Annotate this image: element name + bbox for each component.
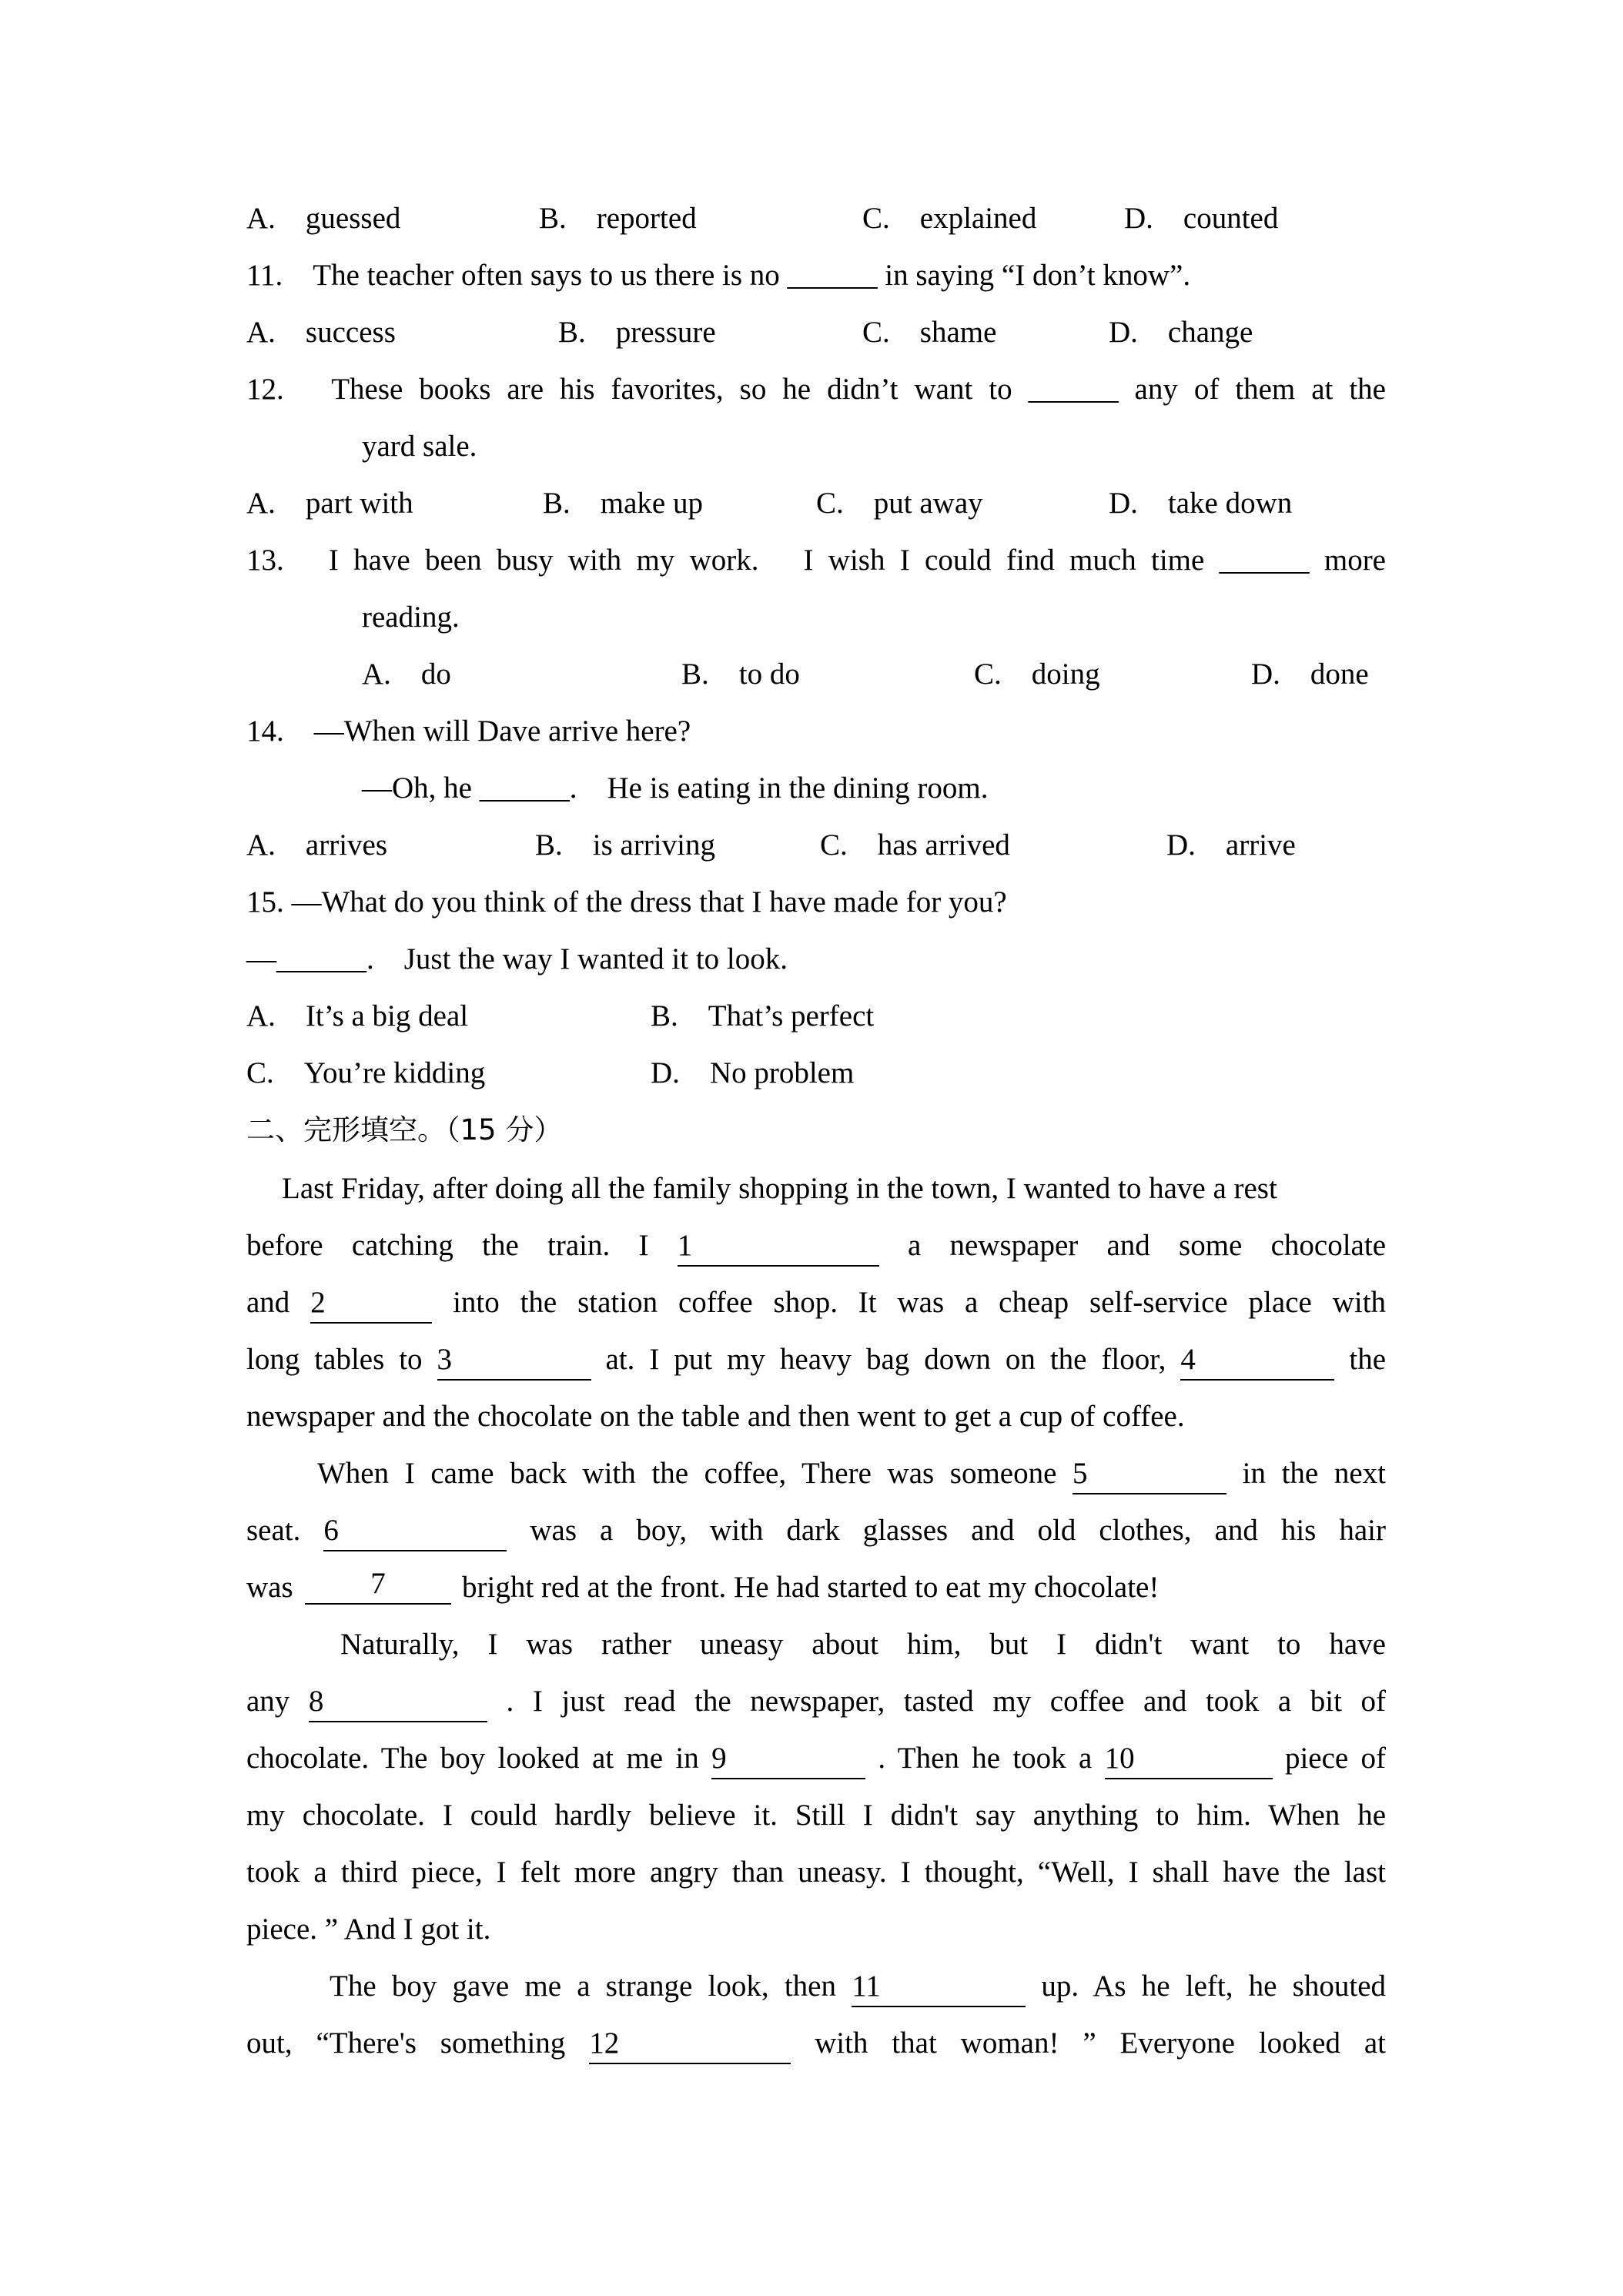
passage-text: long tables to: [246, 1343, 423, 1376]
q14-option-b: B. is arriving: [535, 828, 715, 862]
q12-stem-cont: yard sale.: [362, 430, 477, 463]
q14-options: [246, 822, 1386, 869]
q14-option-d: D. arrive: [1166, 828, 1296, 862]
q12-option-b: B. make up: [543, 487, 703, 520]
passage-text: Naturally, I was rather uneasy about him, but I didn't want to have: [340, 1628, 1386, 1661]
passage-p1-line5: [246, 1394, 1386, 1440]
passage-p2-line2: [246, 1508, 1386, 1554]
q15-options-row1: [246, 993, 1386, 1039]
blank-number: 6: [323, 1514, 339, 1547]
blank-9[interactable]: [711, 1739, 865, 1779]
passage-text: my chocolate. I could hardly believe it. Still I didn't say anything to him. When he: [246, 1799, 1386, 1832]
blank-3[interactable]: [437, 1340, 591, 1381]
passage-text: the: [1349, 1343, 1386, 1376]
q13-stem-text: 13. I have been busy with my work. I wish I could find much time ______ more: [246, 544, 1386, 577]
q12-stem-line1: [246, 366, 1386, 413]
blank-number: 10: [1104, 1742, 1135, 1775]
passage-text: When I came back with the coffee, There was someone: [317, 1457, 1057, 1490]
q10-option-b: B. reported: [539, 202, 697, 235]
q12-stem-line2: [246, 423, 1386, 470]
passage-text: Last Friday, after doing all the family shopping in the town, I wanted to have a rest: [282, 1172, 1277, 1205]
q11-option-a: A. success: [246, 316, 396, 349]
q13-option-b: B. to do: [681, 658, 800, 691]
blank-7[interactable]: [305, 1565, 451, 1605]
passage-text: . Then he took a: [878, 1742, 1093, 1775]
passage-p3-line3: [246, 1735, 1386, 1782]
blank-6[interactable]: [323, 1511, 507, 1551]
passage-p2-line1: [317, 1451, 1386, 1497]
blank-number: 2: [310, 1286, 326, 1319]
q14-option-a: A. arrives: [246, 828, 388, 862]
passage-p1-line3: [246, 1280, 1386, 1326]
passage-text: piece of: [1284, 1742, 1386, 1775]
blank-5[interactable]: [1073, 1454, 1226, 1494]
q12-option-c: C. put away: [816, 487, 983, 520]
blank-2[interactable]: [310, 1284, 432, 1324]
q15-stem-line1: [246, 879, 1386, 925]
passage-p1-line1: [246, 1166, 1386, 1212]
q11-options: [246, 310, 1386, 356]
passage-p4-line2: [246, 2020, 1386, 2067]
passage-p3-line1: [340, 1622, 1386, 1668]
passage-text: took a third piece, I felt more angry than uneasy. I thought, “Well, I shall have the last: [246, 1856, 1386, 1889]
passage-p3-line5: [246, 1849, 1386, 1896]
section-2-title: 二、完形填空。（15 分）: [246, 1113, 563, 1146]
q13-option-a: A. do: [362, 658, 451, 691]
q11-option-b: B. pressure: [558, 316, 716, 349]
q13-option-d: D. done: [1251, 658, 1369, 691]
passage-text: any: [246, 1685, 290, 1718]
passage-text: with that woman! ” Everyone looked at: [815, 2027, 1386, 2060]
q15-options-row2: [246, 1050, 1386, 1096]
q12-option-d: D. take down: [1109, 487, 1293, 520]
q11-option-d: D. change: [1109, 316, 1253, 349]
blank-number: 1: [677, 1229, 693, 1262]
passage-text: was: [246, 1571, 293, 1604]
blank-4[interactable]: [1180, 1340, 1334, 1381]
passage-p4-line1: [330, 1963, 1386, 2010]
q12-options: [246, 480, 1386, 527]
passage-p1-line2: [246, 1223, 1386, 1269]
passage-text: was a boy, with dark glasses and old clothes, and his hair: [530, 1514, 1386, 1547]
passage-text: at. I put my heavy bag down on the floor,: [605, 1343, 1166, 1376]
q15-option-c: C. You’re kidding: [246, 1056, 486, 1089]
q14-stem-cont: —Oh, he ______. He is eating in the dining room.: [362, 771, 989, 805]
passage-text: in the next: [1242, 1457, 1386, 1490]
q14-stem-line1: [246, 708, 1386, 755]
passage-text: seat.: [246, 1514, 301, 1547]
passage-text: The boy gave me a strange look, then: [330, 1970, 836, 2003]
q10-option-a: A. guessed: [246, 202, 401, 235]
blank-11[interactable]: [852, 1967, 1026, 2007]
q11-stem: [246, 253, 1386, 299]
q14-stem-text: 14. —When will Dave arrive here?: [246, 715, 691, 748]
q14-option-c: C. has arrived: [820, 828, 1010, 862]
blank-number: 4: [1180, 1343, 1196, 1376]
q15-stem-line2: [246, 936, 1386, 982]
blank-12[interactable]: [589, 2024, 791, 2064]
passage-text: up. As he left, he shouted: [1041, 1970, 1386, 2003]
q15-option-a: A. It’s a big deal: [246, 999, 469, 1033]
q13-stem-line1: [246, 537, 1386, 584]
passage-text: out, “There's something: [246, 2027, 566, 2060]
q15-stem-text: 15. —What do you think of the dress that I have made for you?: [246, 885, 1007, 919]
q15-stem-cont: —______. Just the way I wanted it to look.: [246, 942, 788, 976]
q10-option-c: C. explained: [862, 202, 1037, 235]
q14-stem-line2: [246, 765, 1386, 812]
passage-text: chocolate. The boy looked at me in: [246, 1742, 699, 1775]
passage-p3-line6: [246, 1906, 1386, 1953]
blank-10[interactable]: [1105, 1739, 1273, 1779]
passage-text: newspaper and the chocolate on the table and then went to get a cup of coffee.: [246, 1400, 1185, 1433]
q13-option-c: C. doing: [974, 658, 1100, 691]
q15-option-b: B. That’s perfect: [651, 999, 875, 1033]
q11-stem-text: 11. The teacher often says to us there is no ______ in saying “I don’t know”.: [246, 259, 1191, 292]
blank-number: 12: [589, 2027, 620, 2060]
q11-option-c: C. shame: [862, 316, 997, 349]
blank-number: 7: [370, 1567, 386, 1600]
passage-text: . I just read the newspaper, tasted my coffee and took a bit of: [506, 1685, 1386, 1718]
blank-number: 9: [711, 1742, 727, 1775]
passage-text: a newspaper and some chocolate: [907, 1229, 1386, 1262]
passage-text: bright red at the front. He had started to eat my chocolate!: [462, 1571, 1160, 1604]
q13-options: [246, 651, 1386, 698]
passage-p3-line2: [246, 1678, 1386, 1725]
blank-8[interactable]: [309, 1682, 487, 1722]
passage-text: and: [246, 1286, 290, 1319]
blank-number: 3: [437, 1343, 453, 1376]
blank-1[interactable]: [678, 1227, 879, 1267]
q12-option-a: A. part with: [246, 487, 413, 520]
blank-number: 8: [308, 1685, 324, 1718]
passage-text: into the station coffee shop. It was a cheap self-service place with: [453, 1286, 1386, 1319]
q13-stem-line2: [246, 594, 1386, 641]
q10-option-d: D. counted: [1124, 202, 1279, 235]
section-heading: [246, 1107, 1386, 1153]
passage-p2-line3: [246, 1565, 1386, 1611]
passage-p3-line4: [246, 1792, 1386, 1839]
q13-stem-cont: reading.: [362, 601, 460, 634]
blank-number: 5: [1073, 1457, 1088, 1490]
q15-option-d: D. No problem: [651, 1056, 855, 1089]
blank-number: 11: [852, 1970, 881, 2003]
passage-text: piece. ” And I got it.: [246, 1913, 491, 1946]
passage-p1-line4: [246, 1337, 1386, 1383]
q12-stem-text: 12. These books are his favorites, so he didn’t want to ______ any of them at the: [246, 373, 1386, 406]
q10-options: [246, 196, 1386, 242]
passage-text: before catching the train. I: [246, 1229, 649, 1262]
